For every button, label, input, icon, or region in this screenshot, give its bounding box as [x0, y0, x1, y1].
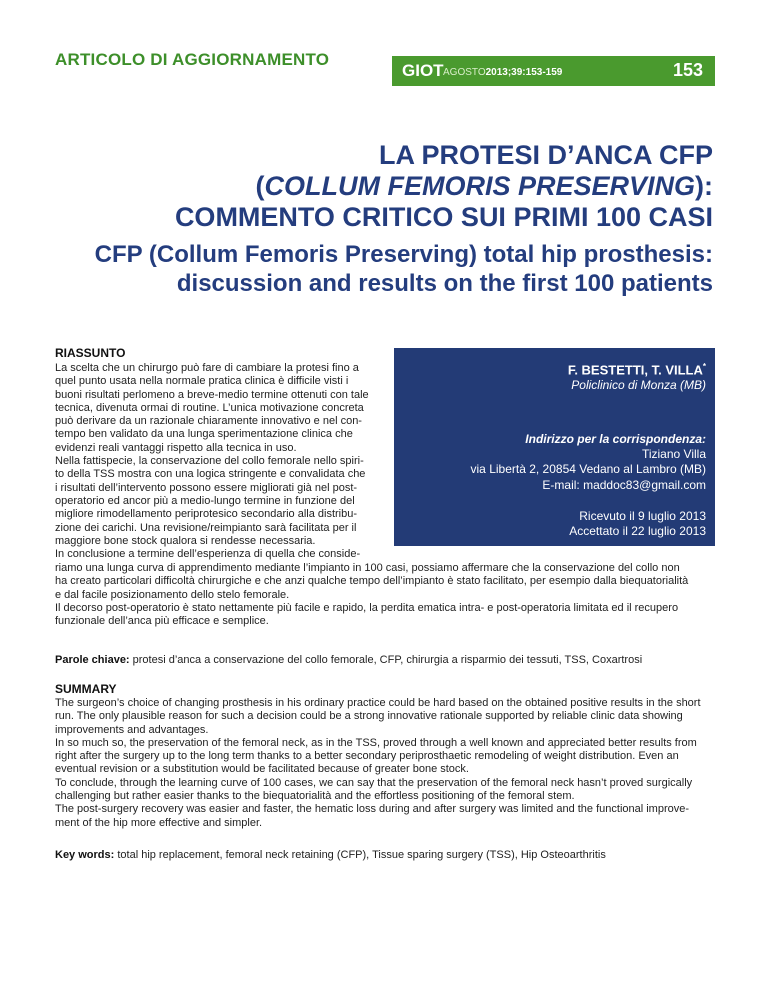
riassunto-line: può derivare da un razionale chiaramente innovativo e nel con-: [55, 415, 362, 428]
riassunto-line: evidenzi reali vantaggi rispetto alla tecnica in uso.: [55, 441, 297, 454]
title-paren-open: (: [255, 171, 265, 201]
riassunto-line: In conclusione a termine dell’esperienza di quella che conside-: [55, 548, 361, 561]
riassunto-heading: RIASSUNTO: [55, 346, 126, 360]
key-words-text: total hip replacement, femoral neck retaining (CFP), Tissue sparing surgery (TSS), Hip Osteoarthritis: [114, 849, 606, 861]
riassunto-line: riamo una lunga curva di apprendimento mediante l’impianto in 100 casi, possiamo affermare che la conservazione del collo non: [55, 562, 680, 574]
riassunto-line: Il decorso post-operatorio è stato nettamente più facile e rapido, la perdita ematica intra- e post-operatoria limitata ed il recupero: [55, 601, 679, 614]
received-date: Ricevuto il 9 luglio 2013: [579, 509, 706, 523]
summary-text: [55, 697, 720, 830]
keywords-text: protesi d’anca a conservazione del collo femorale, CFP, chirurgia a risparmio dei tessuti, TSS, Coxartrosi: [129, 654, 643, 666]
summary-line: The surgeon’s choice of changing prosthesis in his ordinary practice could be hard based on the obtained positive results in the short: [55, 697, 701, 709]
riassunto-wide-text: [55, 562, 720, 628]
riassunto-line: migliore rimodellamento periprotesico secondario alla distribu-: [55, 508, 358, 521]
title-paren-close: ):: [695, 171, 713, 201]
summary-line: improvements and advantages.: [55, 723, 209, 736]
title-it-line-3: COMMENTO CRITICO SUI PRIMI 100 CASI: [174, 202, 713, 232]
title-english: [95, 240, 713, 298]
issue-citation: [443, 67, 562, 78]
page-number: 153: [672, 60, 703, 80]
keywords-label: Parole chiave:: [55, 654, 130, 666]
journal-header-bar: [392, 56, 715, 86]
riassunto-line: tecnica, divenuta ormai di routine. L’unica motivazione concreta: [55, 401, 364, 414]
summary-line: The post-surgery recovery was easier and faster, the hematic loss during and after surgery was limited and the functional improve-: [55, 803, 690, 816]
summary-line: challenging but rather easier thanks to the biequatorialità and the effortless positioning of the femoral stem.: [55, 790, 575, 803]
citation: 2013;39:153-159: [485, 67, 563, 78]
riassunto-line: ha creato particolari difficoltà chirurgiche e che anzi qualche tempo dell’impianto è stato facilitato, per esempio dalla biequatorialità: [55, 575, 689, 588]
journal-name: GIOT: [402, 61, 444, 80]
correspondence-address: via Libertà 2, 20854 Vedano al Lambro (MB): [470, 462, 706, 476]
riassunto-line: buoni risultati perlomeno a breve-medio termine ottenuti con tale: [55, 388, 369, 401]
summary-line: ment of the hip more effective and simpler.: [55, 816, 263, 829]
riassunto-line: i risultati dell’intervento possono essere migliorati già nel post-: [55, 481, 358, 494]
key-words-label: Key words:: [55, 849, 115, 861]
riassunto-line: operatorio ed ancor più a medio-lungo termine in funzione del: [55, 494, 355, 507]
riassunto-line: maggiore bone stock qualora si rendesse necessaria.: [55, 534, 316, 547]
summary-line: right after the surgery up to the long term thanks to a better secondary periprosthaetic remodeling of weight distribution. Even an: [55, 750, 679, 763]
title-en-line-1: CFP (Collum Femoris Preserving) total hip prosthesis:: [94, 241, 713, 268]
summary-line: eventual revision or a substitution would be facilitated because of greater bone stock.: [55, 763, 469, 776]
riassunto-line: e dal facile posizionamento dello stelo femorale.: [55, 588, 290, 601]
title-en-line-2: discussion and results on the first 100 patients: [176, 270, 713, 297]
summary-line: run. The only plausible reason for such a decision could be a strong innovative rationale supported by reliable clinic data showing: [55, 710, 683, 723]
riassunto-keywords: [55, 654, 715, 666]
author-names: F. BESTETTI, T. VILLA*: [567, 362, 706, 378]
riassunto-line: Nella fattispecie, la conservazione del collo femorale nello spiri-: [55, 455, 364, 468]
correspondence-name: Tiziano Villa: [641, 447, 706, 461]
issue-month: AGOSTO: [443, 67, 486, 78]
summary-heading: SUMMARY: [55, 682, 117, 696]
riassunto-line: tempo ben validato da una lunga sperimentazione clinica che: [55, 428, 353, 441]
title-italic-term: COLLUM FEMORIS PRESERVING: [264, 171, 696, 201]
riassunto-line: funzionale dell’anca più efficace e semplice.: [55, 615, 269, 628]
riassunto-line: La scelta che un chirurgo può fare di cambiare la protesi fino a: [55, 362, 359, 374]
title-italian: [175, 140, 713, 233]
author-affiliation: Policlinico di Monza (MB): [571, 378, 706, 392]
accepted-date: Accettato il 22 luglio 2013: [569, 524, 706, 538]
summary-line: To conclude, through the learning curve of 100 cases, we can say that the preservation of the femoral neck hasn’t proved surgically: [55, 776, 693, 789]
correspondence-email[interactable]: E-mail: maddoc83@gmail.com: [542, 478, 706, 492]
title-it-line-1: LA PROTESI D’ANCA CFP: [378, 140, 713, 170]
summary-line: In so much so, the preservation of the femoral neck, as in the TSS, proved through a well known and appreciated better results from: [55, 736, 697, 749]
riassunto-narrow-text: [55, 362, 385, 561]
riassunto-line: to della TSS mostra con una logica stringente e convalidata che: [55, 468, 366, 481]
riassunto-line: quel punto usata nella normale pratica clinica è difficile visti i: [55, 375, 349, 388]
author-box: [394, 348, 715, 546]
summary-keywords: [55, 849, 715, 861]
section-label: ARTICOLO DI AGGIORNAMENTO: [55, 50, 330, 69]
riassunto-line: zione dei carichi. Una revisione/reimpianto sarà facilitata per il: [55, 521, 357, 534]
title-it-line-2: [175, 171, 713, 202]
correspondence-label: Indirizzo per la corrispondenza:: [525, 432, 706, 446]
